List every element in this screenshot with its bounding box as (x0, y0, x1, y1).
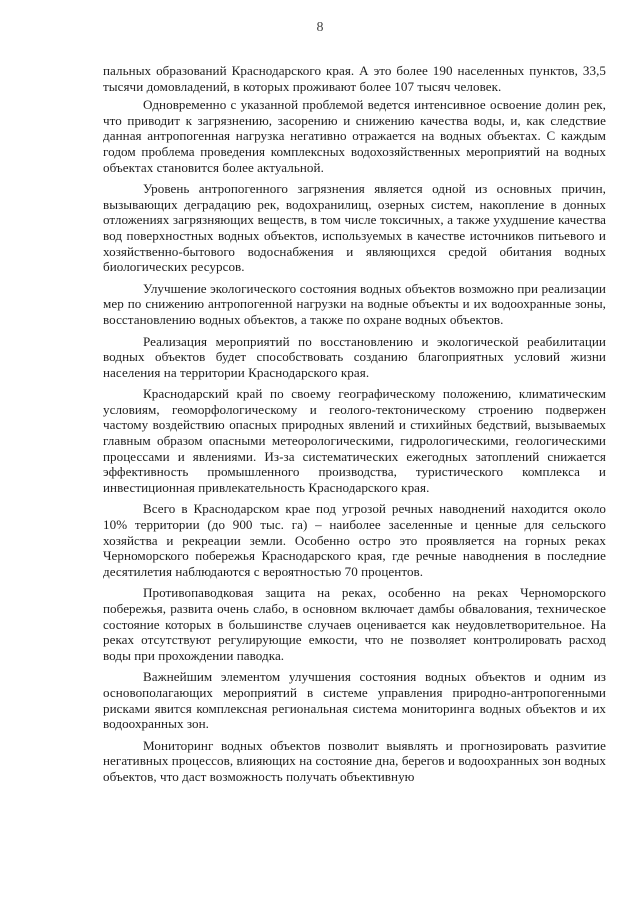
paragraph: Одновременно с указанной проблемой ведется интенсивное освоение долин рек, что приводит к загрязнению, засорению и снижению качества воды, и, как следствие данная антропогенная нагрузка негативно отражается на водных объектах. С каждым годом проблема проведения комплексных водохозяйственных мероприятий на водных объектах становится более актуальной. (103, 97, 606, 175)
paragraph: Важнейшим элементом улучшения состояния водных объектов и одним из основополагающих мероприятий в системе управления природно-антропогенными рисками явится комплексная региональная система мониторинга водных объектов и их водоохранных зон. (103, 669, 606, 732)
paragraph: Противопаводковая защита на реках, особенно на реках Черноморского побережья, развита очень слабо, в основном включает дамбы обвалования, техническое состояние которых в большинстве случаев оценивается как неудовлетворительное. На реках отсутствуют регулирующие емкости, что не позволяет контролировать расход воды при прохождении паводка. (103, 585, 606, 663)
paragraph: Реализация мероприятий по восстановлению и экологической реабилитации водных объектов будет способствовать созданию благоприятных условий жизни населения на территории Краснодарского края. (103, 333, 606, 380)
document-body (103, 63, 606, 791)
paragraph: Мониторинг водных объектов позволит выявлять и прогнозировать разvитие негативных процессов, влияющих на состояние дна, берегов и водоохранных зон водных объектов, что даст возможность получать объективную (103, 737, 606, 784)
page-number: 8 (316, 20, 324, 35)
paragraph: Улучшение экологического состояния водных объектов возможно при реализации мер по снижению антропогенной нагрузки на водные объекты и их водоохранные зоны, восстановлению водных объектов, а также по охране водных объектов. (103, 280, 606, 327)
paragraph: Всего в Краснодарском крае под угрозой речных наводнений находится около 10% территории (до 900 тыс. га) – наиболее заселенные и ценные для сельского хозяйства и рекреации земли. Особенно остро это проявляется на горных реках Черноморского побережья Краснодарского края, где речные наводнения в последние десятилетия наблюдаются с вероятностью 70 процентов. (103, 501, 606, 579)
paragraph-continuation: пальных образований Краснодарского края. А это более 190 населенных пунктов, 33,5 тысячи домовладений, в которых проживают более 107 тысяч человек. (103, 63, 606, 94)
paragraph: Краснодарский край по своему географическому положению, климатическим условиям, геоморфологическому и геолого-тектоническому строению подвержен частому воздействию опасных природных явлений и стихийных бедствий, вызываемых главным образом опасными метеорологическими, гидрологическими, геологическими процессами и явлениями. Из-за систематических ежегодных затоплений снижается эффективность промышленного производства, туристического комплекса и инвестиционная привлекательность Краснодарского края. (103, 386, 606, 495)
paragraph: Уровень антропогенного загрязнения является одной из основных причин, вызывающих деградацию рек, водохранилищ, озерных систем, накопление в донных отложениях загрязняющих веществ, в том числе токсичных, а также ухудшение качества вод поверхностных водных объектов, используемых в качестве источников питьевого и хозяйственно-бытового водоснабжения и являющихся средой обитания водных биологических ресурсов. (103, 181, 606, 275)
